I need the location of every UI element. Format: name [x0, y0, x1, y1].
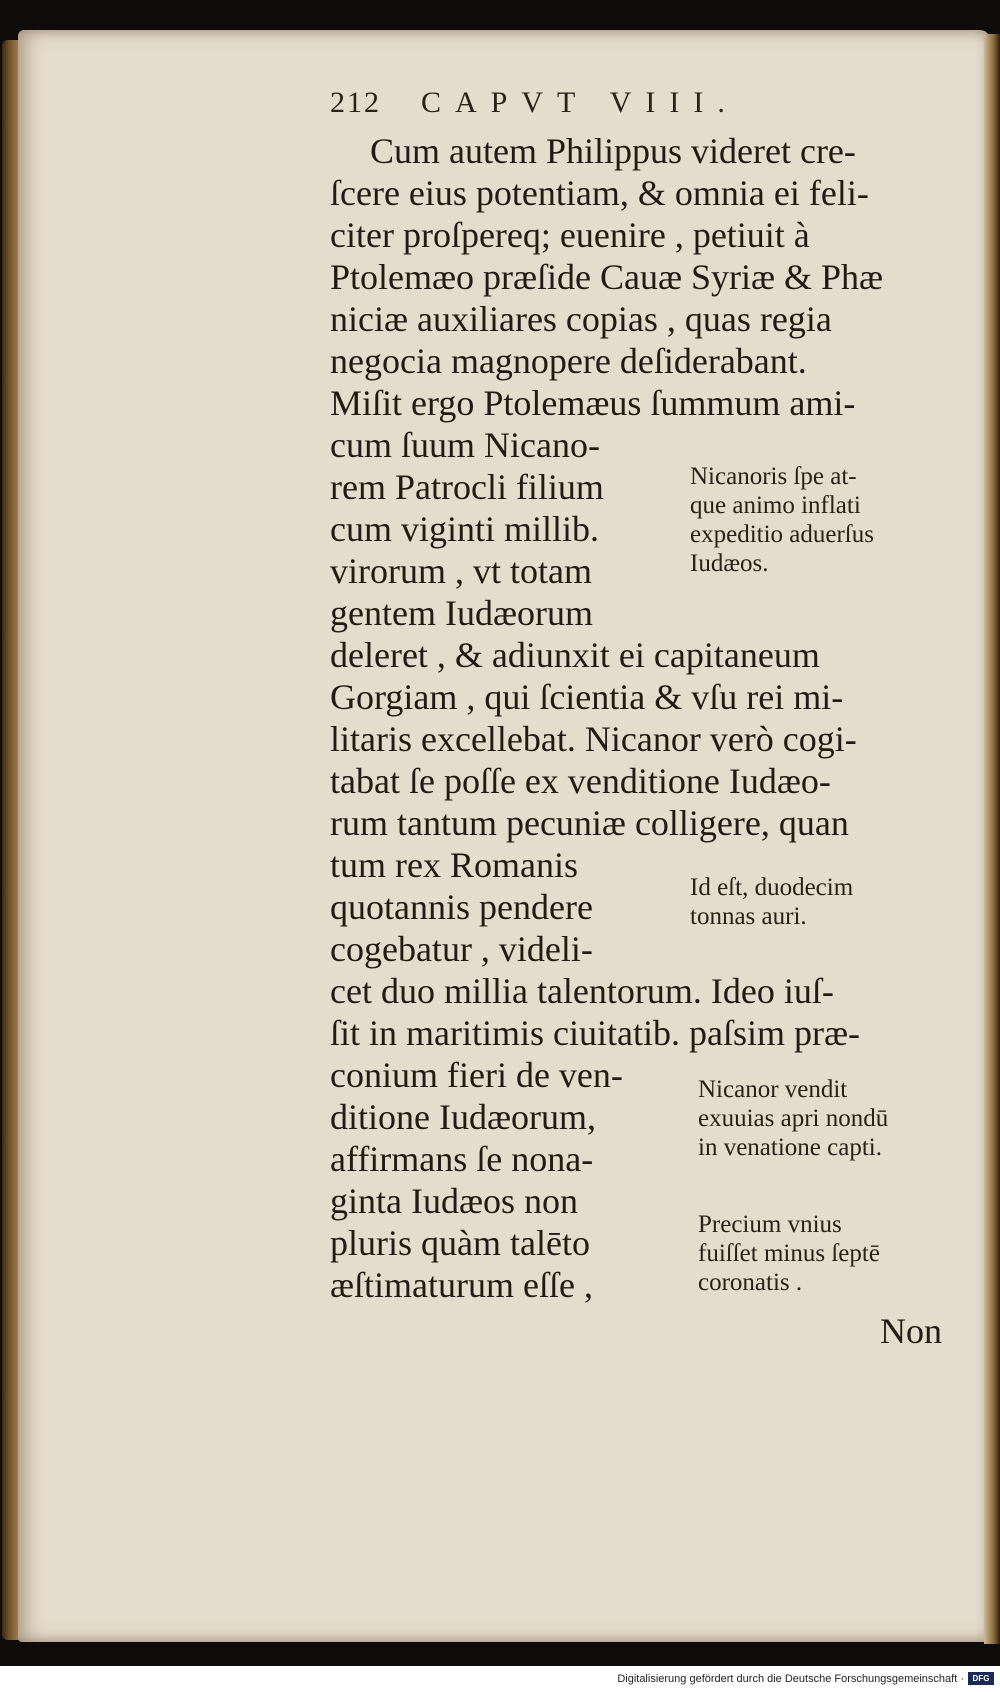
text-line: Ptolemæo præſide Cauæ Syriæ & Phæ	[330, 257, 884, 297]
text-line: cogebatur , videli-	[330, 929, 593, 969]
marginal-line: tonnas auri.	[690, 903, 807, 930]
marginal-line: que animo inflati	[690, 492, 861, 519]
text-line: Miſit ergo Ptolemæus ſummum ami-	[330, 383, 856, 423]
marginal-line: in venatione capti.	[698, 1134, 882, 1161]
text-line: tabat ſe poſſe ex venditione Iudæo-	[330, 761, 831, 801]
marginal-line: Id eſt, duodecim	[690, 874, 854, 901]
marginal-line: Precium vnius	[698, 1211, 842, 1238]
text-line: tum rex Romanis	[330, 845, 578, 885]
digitization-footer	[0, 1666, 1000, 1692]
marginal-note	[698, 1210, 968, 1297]
text-line: conium fieri de ven-	[330, 1055, 623, 1095]
text-line: deleret , & adiunxit ei capitaneum	[330, 635, 820, 675]
text-line: virorum , vt totam	[330, 551, 592, 591]
marginal-line: exuuias apri nondū	[698, 1105, 889, 1132]
text-line: ginta Iudæos non	[330, 1181, 578, 1221]
text-line: Cum autem Philippus videret cre-	[370, 131, 856, 171]
running-header	[330, 86, 850, 120]
marginal-line: Nicanor vendit	[698, 1076, 848, 1103]
text-line: gentem Iudæorum	[330, 593, 593, 633]
running-title: CAPVT VIII.	[421, 86, 739, 119]
text-line: ſcere eius potentiam, & omnia ei feli-	[330, 173, 869, 213]
footer-credit: Digitalisierung gefördert durch die Deutsche Forschungsgemeinschaft ·	[617, 1673, 964, 1685]
text-line: cet duo millia talentorum. Ideo iuſ-	[330, 971, 834, 1011]
text-line: rum tantum pecuniæ colligere, quan	[330, 803, 849, 843]
text-line: ſit in maritimis ciuitatib. paſsim præ-	[330, 1013, 860, 1053]
text-line: niciæ auxiliares copias , quas regia	[330, 299, 832, 339]
text-line: pluris quàm talēto	[330, 1223, 590, 1263]
text-line: rem Patrocli filium	[330, 467, 604, 507]
marginal-line: Iudæos.	[690, 550, 769, 577]
marginal-note	[698, 1075, 968, 1162]
marginal-line: coronatis .	[698, 1269, 803, 1296]
text-line: quotannis pendere	[330, 887, 593, 927]
text-line: negocia magnopere deſiderabant.	[330, 341, 807, 381]
marginal-line: expeditio aduerſus	[690, 521, 874, 548]
marginal-line: Nicanoris ſpe at-	[690, 463, 857, 490]
marginal-line: fuiſſet minus ſeptē	[698, 1240, 880, 1267]
page-number: 212	[330, 86, 381, 119]
text-line: litaris excellebat. Nicanor verò cogi-	[330, 719, 857, 759]
text-line: cum ſuum Nicano-	[330, 425, 600, 465]
text-line: Gorgiam , qui ſcientia & vſu rei mi-	[330, 677, 844, 717]
text-line: ditione Iudæorum,	[330, 1097, 596, 1137]
marginal-note	[690, 462, 960, 578]
text-line: cum viginti millib.	[330, 509, 599, 549]
page-stack-edge	[984, 34, 1000, 1644]
text-line: citer proſpereq; euenire , petiuit à	[330, 215, 810, 255]
text-line: æſtimaturum eſſe ,	[330, 1265, 593, 1305]
marginal-note	[690, 873, 960, 931]
catchword: Non	[880, 1311, 942, 1351]
text-line: affirmans ſe nona-	[330, 1139, 594, 1179]
dfg-logo: DFG	[968, 1672, 994, 1685]
